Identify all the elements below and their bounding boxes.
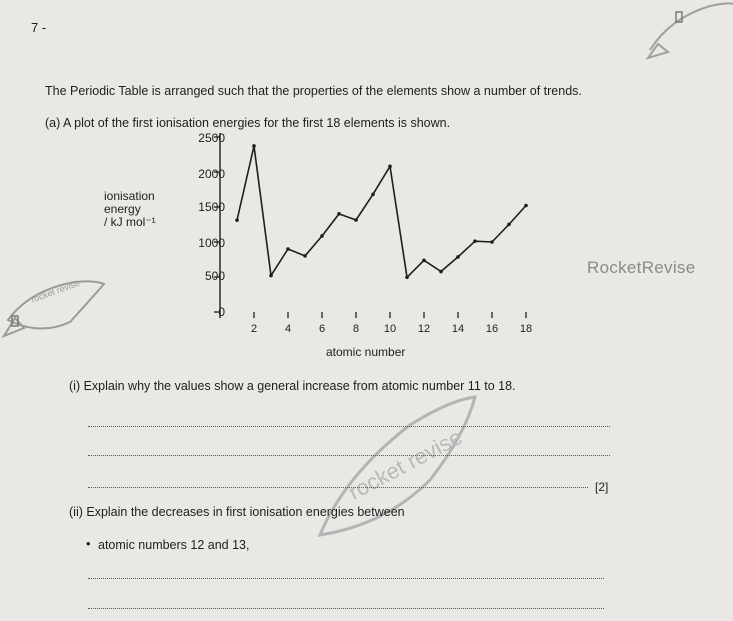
x-tick-label: 4 (284, 323, 292, 335)
x-tick-label: 8 (352, 323, 360, 335)
y-tick-label: 0 (218, 305, 225, 319)
y-tick-label: 1000 (198, 236, 225, 250)
y-tick-label: 500 (204, 269, 225, 283)
x-tick-label: 14 (451, 323, 465, 335)
data-point-16 (490, 240, 494, 244)
question-number: 7 - (31, 20, 47, 35)
rocket-logo-text: rocket revise (29, 277, 82, 305)
x-tick-label: 18 (519, 323, 533, 335)
question-intro: The Periodic Table is arranged such that the properties of the elements show a number of trends. (45, 84, 582, 98)
data-point-2 (252, 144, 256, 148)
part-a-text: (a) A plot of the first ionisation energies for the first 18 elements is shown. (45, 116, 451, 130)
y-axis-label-line-1: ionisation (104, 189, 155, 203)
rocketrevise-watermark: RocketRevise (587, 258, 696, 277)
x-tick-label: 16 (485, 323, 499, 335)
data-point-8 (354, 218, 358, 222)
part-i-question: (i) Explain why the values show a general increase from atomic number 11 to 18. (69, 379, 516, 393)
y-tick-label: 2500 (198, 131, 225, 145)
answer-line (88, 608, 604, 609)
marks-label: [2] (595, 480, 609, 494)
x-axis-label: atomic number (326, 345, 406, 359)
data-point-15 (473, 239, 477, 243)
data-point-9 (371, 193, 375, 197)
rocket-watermark-large-text: rocket revise (344, 424, 467, 505)
rocket-logo-icon (0, 270, 110, 350)
data-point-3 (269, 274, 273, 278)
data-point-18 (524, 204, 528, 208)
y-tick-label: 1500 (198, 200, 225, 214)
x-tick-label: 12 (417, 323, 431, 335)
y-axis-label-line-3: / kJ mol⁻¹ (104, 215, 156, 229)
data-point-6 (320, 234, 324, 238)
data-point-5 (303, 254, 307, 258)
answer-line (88, 426, 610, 427)
x-tick-label: 10 (383, 323, 397, 335)
data-point-10 (388, 165, 392, 169)
data-point-11 (405, 275, 409, 279)
rocket-watermark-large-icon (300, 395, 480, 545)
x-tick-label: 6 (318, 323, 326, 335)
data-point-14 (456, 255, 460, 259)
ionisation-energy-line (237, 146, 526, 277)
x-tick-label: 2 (250, 323, 258, 335)
y-tick-label: 2000 (198, 167, 225, 181)
data-point-4 (286, 247, 290, 251)
data-point-1 (235, 218, 239, 222)
chart-series (235, 144, 528, 279)
answer-line (88, 455, 610, 456)
bullet-icon: • (86, 536, 91, 551)
bullet-point: atomic numbers 12 and 13, (98, 538, 250, 552)
answer-line (88, 487, 588, 488)
chart-axes (214, 133, 526, 318)
data-point-13 (439, 270, 443, 274)
y-axis-label-line-2: energy (104, 202, 141, 216)
data-point-7 (337, 212, 341, 216)
data-point-17 (507, 223, 511, 227)
part-ii-question: (ii) Explain the decreases in first ionisation energies between (69, 505, 405, 519)
data-point-12 (422, 259, 426, 263)
answer-line (88, 578, 604, 579)
rocket-logo-icon-corner (640, 0, 733, 60)
